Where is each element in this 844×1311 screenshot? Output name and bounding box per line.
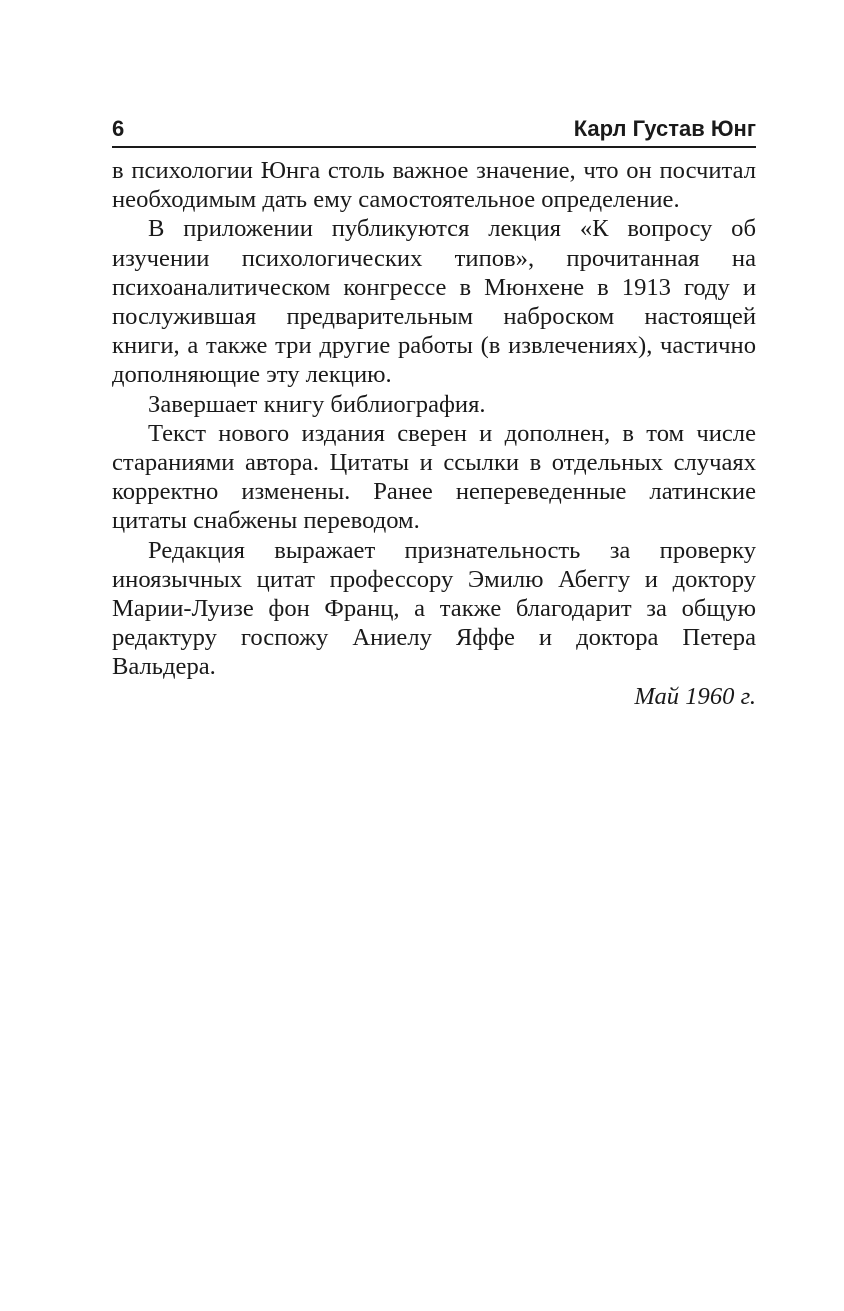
body-text [112, 156, 756, 711]
paragraph-edition-notes: Текст нового издания сверен и дополнен, в том числе стараниями автора. Цитаты и ссылки в отдельных случаях корректно изменены. Ранее непереведенные латинские цитаты снабжены переводом. [112, 419, 756, 535]
paragraph-acknowledgements: Редакция выражает признательность за проверку иноязычных цитат профессору Эмилю Абеггу и доктору Марии-Луизе фон Франц, а также благодарит за общую редактуру госпожу Аниелу Яффе и доктора Петера Вальдера. [112, 536, 756, 681]
date-signature: Май 1960 г. [634, 682, 756, 710]
running-head [112, 108, 756, 142]
paragraph-continued: в психологии Юнга столь важное значение, что он посчитал необходимым дать ему самостоятельное определение. [112, 157, 756, 214]
paragraph-appendix: В приложении публикуются лекция «К вопросу об изучении психологических типов», прочитанная на психоаналитическом конгрессе в Мюнхене в 1913 году и послужившая предварительным наброском настоящей книги, а также три другие работы (в извлечениях), частично дополняющие эту лекцию. [112, 215, 756, 389]
page-number: 6 [112, 116, 125, 141]
paragraph-bibliography: Завершает книгу библиография. [148, 390, 486, 418]
running-title: Карл Густав Юнг [573, 116, 756, 141]
header-rule [112, 146, 756, 148]
